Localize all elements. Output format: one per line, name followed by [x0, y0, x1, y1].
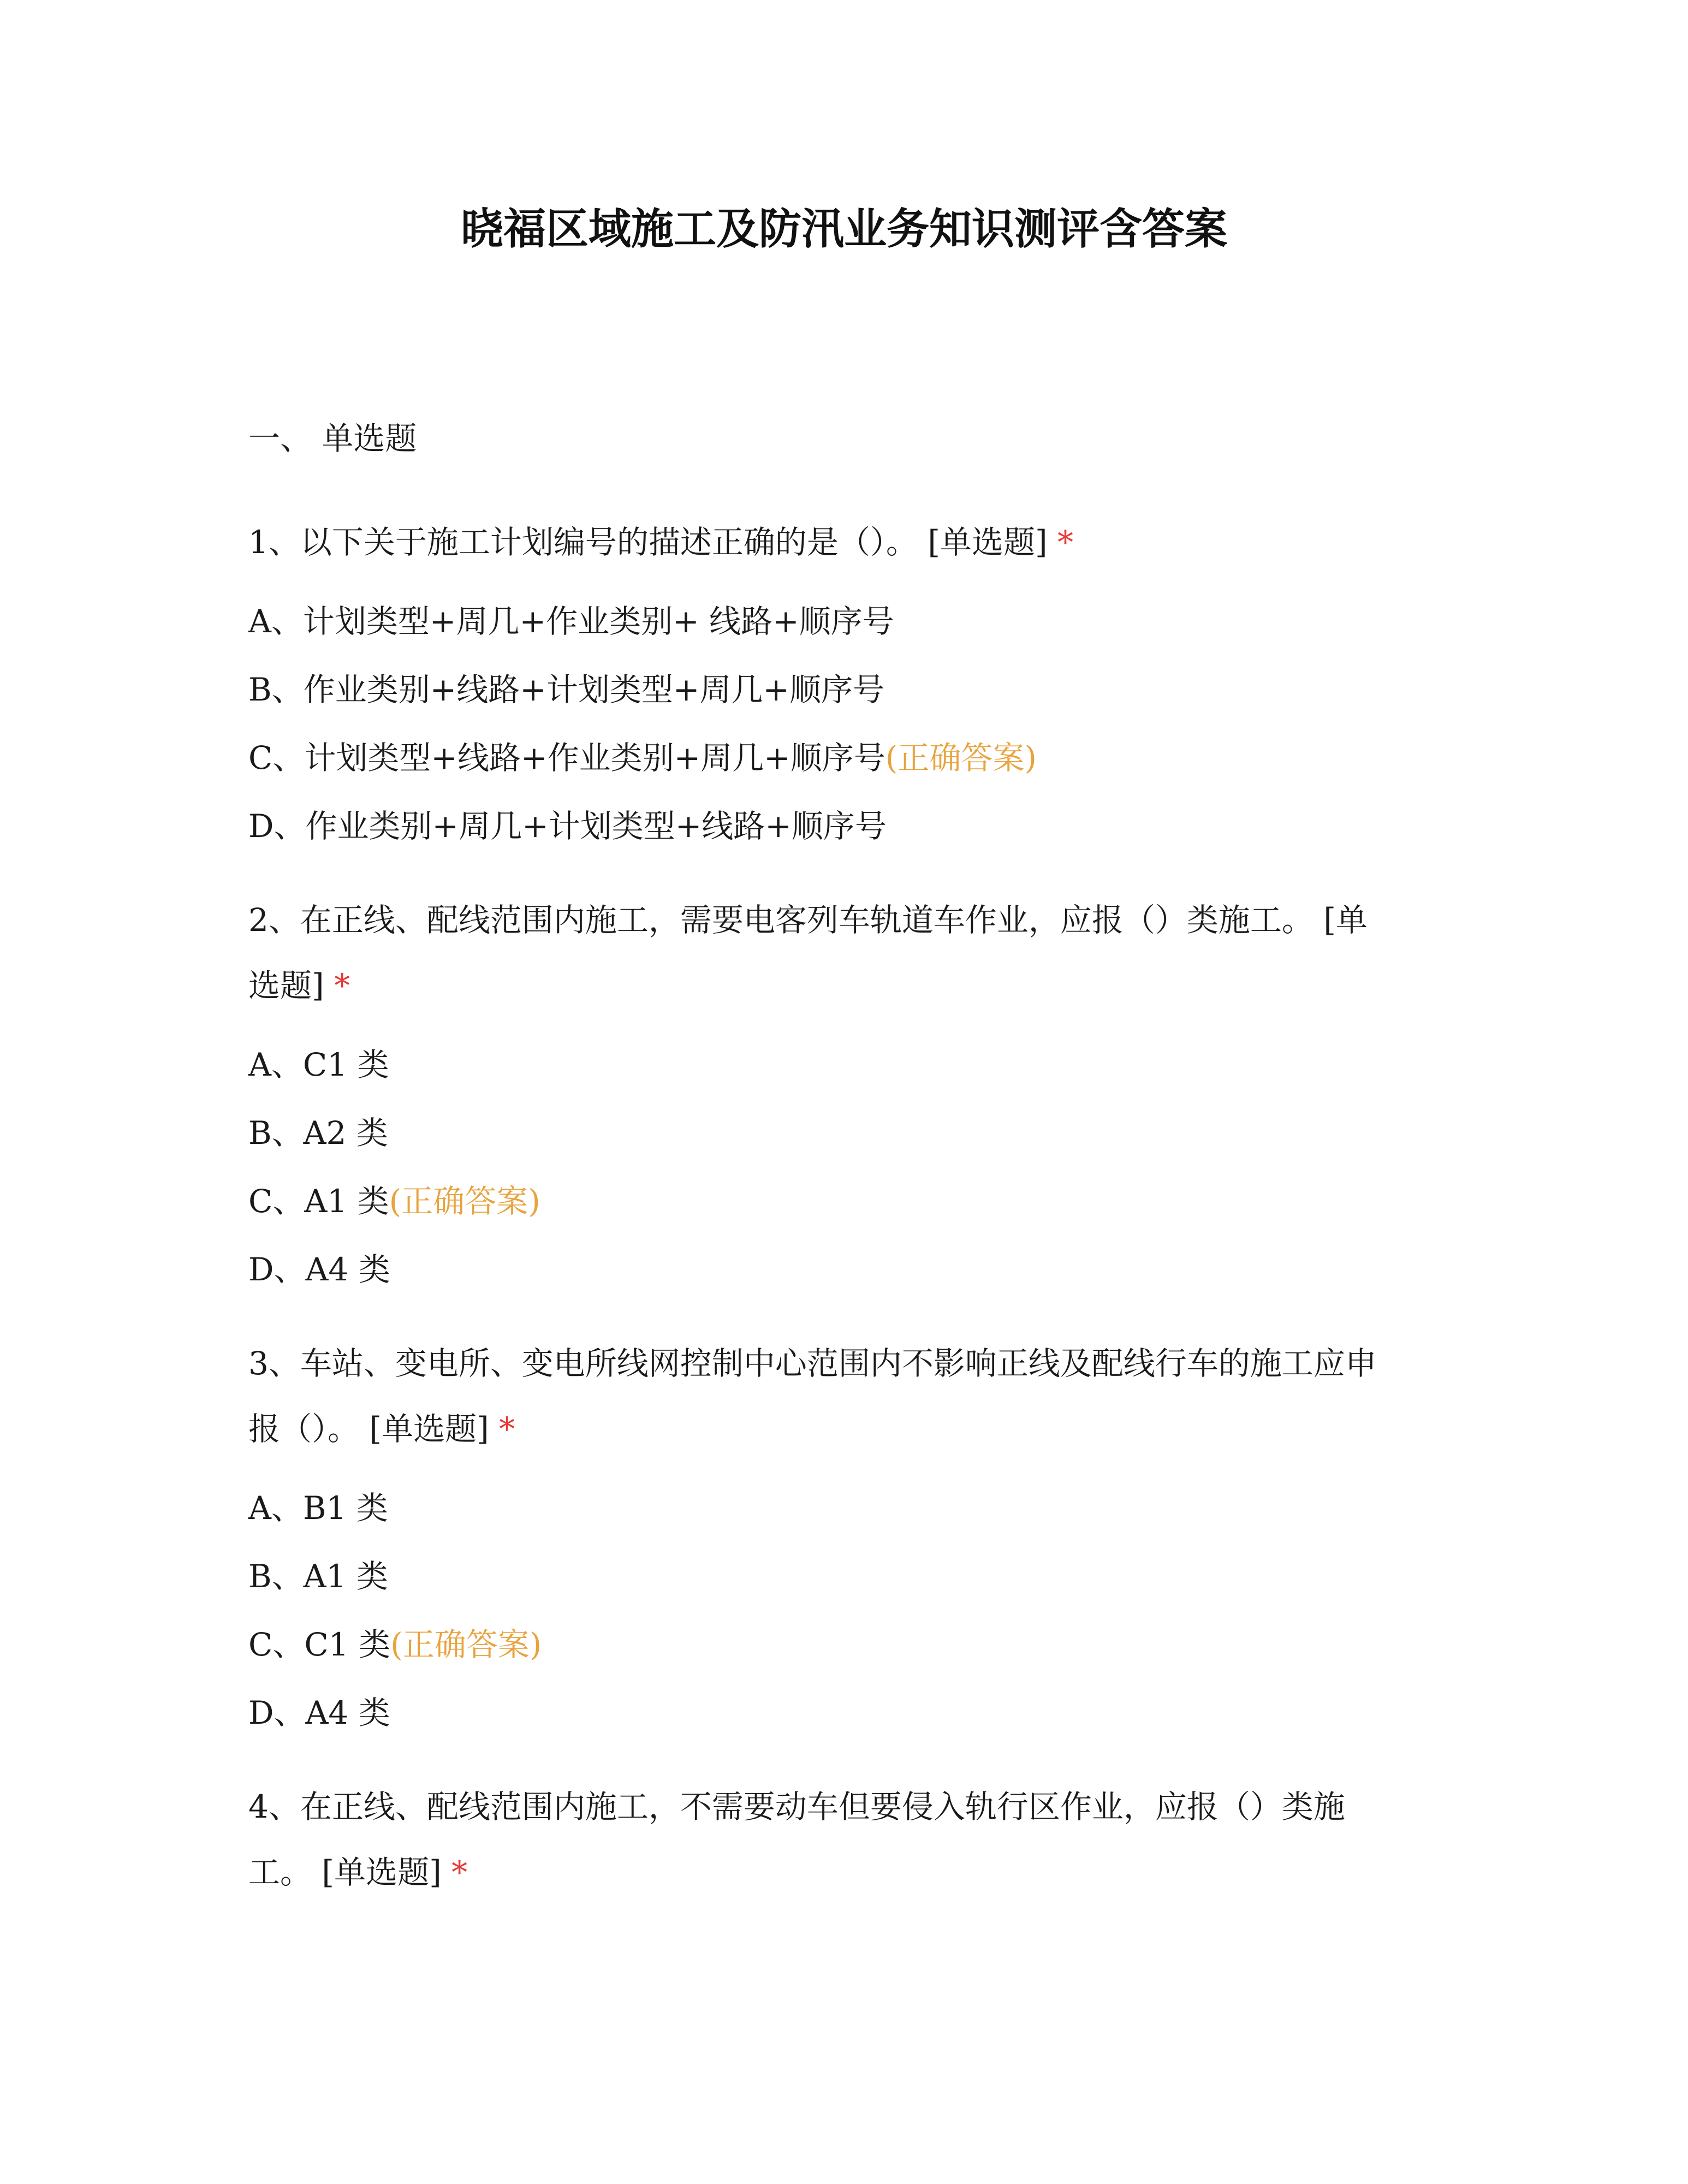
question-4-line-2	[248, 1848, 467, 1897]
section-heading: 一、 单选题	[248, 420, 417, 457]
question-2-option-b: B、A2 类	[248, 1114, 388, 1152]
question-2-option-c	[248, 1177, 540, 1226]
required-asterisk: *	[499, 1410, 515, 1447]
question-1-option-b: B、作业类别+线路+计划类型+周几+顺序号	[248, 671, 885, 708]
option-text: C、计划类型+线路+作业类别+周几+顺序号	[248, 739, 885, 776]
question-text: 选题]	[248, 967, 324, 1004]
correct-answer-label: (正确答案)	[885, 739, 1037, 776]
question-2-line-1: 2、在正线、配线范围内施工，需要电客列车轨道车作业，应报（）类施工。 [单	[248, 901, 1368, 939]
question-1-option-d: D、作业类别+周几+计划类型+线路+顺序号	[248, 808, 887, 845]
option-text: C、A1 类	[248, 1183, 389, 1220]
question-3-option-b: B、A1 类	[248, 1558, 388, 1595]
question-text: 工。 [单选题]	[248, 1854, 442, 1891]
question-3-option-a: A、B1 类	[248, 1489, 388, 1527]
question-text: 报（）。 [单选题]	[248, 1410, 489, 1447]
correct-answer-label: (正确答案)	[389, 1183, 540, 1220]
question-3-line-2	[248, 1404, 515, 1453]
question-1-line-1: 1、以下关于施工计划编号的描述正确的是（）。 [单选题]	[248, 524, 1048, 561]
question-2-option-a: A、C1 类	[248, 1046, 389, 1083]
document-title: 晓福区域施工及防汛业务知识测评含答案	[460, 205, 1227, 254]
question-2-option-d: D、A4 类	[248, 1251, 390, 1288]
question-1-text	[248, 518, 1073, 567]
correct-answer-label: (正确答案)	[390, 1626, 542, 1663]
question-4-line-1: 4、在正线、配线范围内施工，不需要动车但要侵入轨行区作业，应报（）类施	[248, 1788, 1345, 1825]
question-3-option-c	[248, 1620, 542, 1669]
required-asterisk: *	[451, 1854, 468, 1891]
required-asterisk: *	[334, 967, 350, 1004]
question-3-line-1: 3、车站、变电所、变电所线网控制中心范围内不影响正线及配线行车的施工应申	[248, 1345, 1377, 1382]
question-3-option-d: D、A4 类	[248, 1694, 390, 1731]
required-asterisk: *	[1057, 524, 1074, 561]
option-text: C、C1 类	[248, 1626, 391, 1663]
question-1-option-a: A、计划类型+周几+作业类别+ 线路+顺序号	[248, 603, 894, 640]
question-2-line-2	[248, 961, 350, 1010]
question-1-option-c	[248, 733, 1037, 782]
